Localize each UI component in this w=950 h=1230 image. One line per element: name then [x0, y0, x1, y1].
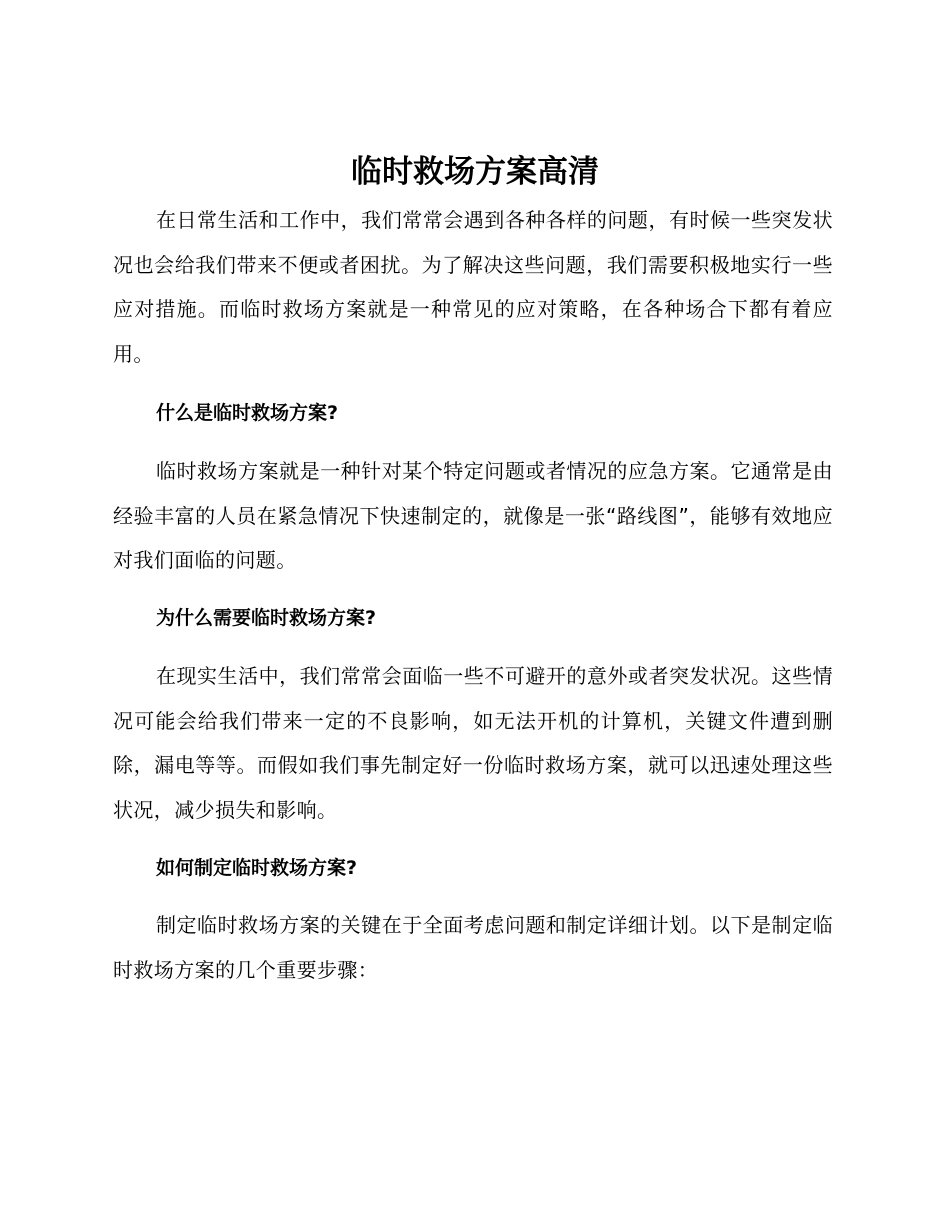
section-body-how: 制定临时救场方案的关键在于全面考虑问题和制定详细计划。以下是制定临时救场方案的几个重要步骤：: [113, 913, 833, 982]
section-body-what: 临时救场方案就是一种针对某个特定问题或者情况的应急方案。它通常是由经验丰富的人员在紧急情况下快速制定的，就像是一张“路线图”，能够有效地应对我们面临的问题。: [113, 459, 833, 572]
section-heading-how: 如何制定临时救场方案?: [156, 857, 358, 879]
document-title: 临时救场方案高清: [351, 154, 599, 190]
section-body-why: 在现实生活中，我们常常会面临一些不可避开的意外或者突发状况。这些情况可能会给我们带来一定的不良影响，如无法开机的计算机，关键文件遭到删除，漏电等等。而假如我们事先制定好一份临时救场方案，就可以迅速处理这些状况，减少损失和影响。: [113, 664, 833, 822]
section-heading-why: 为什么需要临时救场方案?: [156, 607, 377, 629]
intro-paragraph: 在日常生活和工作中，我们常常会遇到各种各样的问题，有时候一些突发状况也会给我们带来不便或者困扰。为了解决这些问题，我们需要积极地实行一些应对措施。而临时救场方案就是一种常见的应对策略，在各种场合下都有着应用。: [113, 208, 833, 366]
section-heading-what: 什么是临时救场方案?: [156, 402, 339, 424]
